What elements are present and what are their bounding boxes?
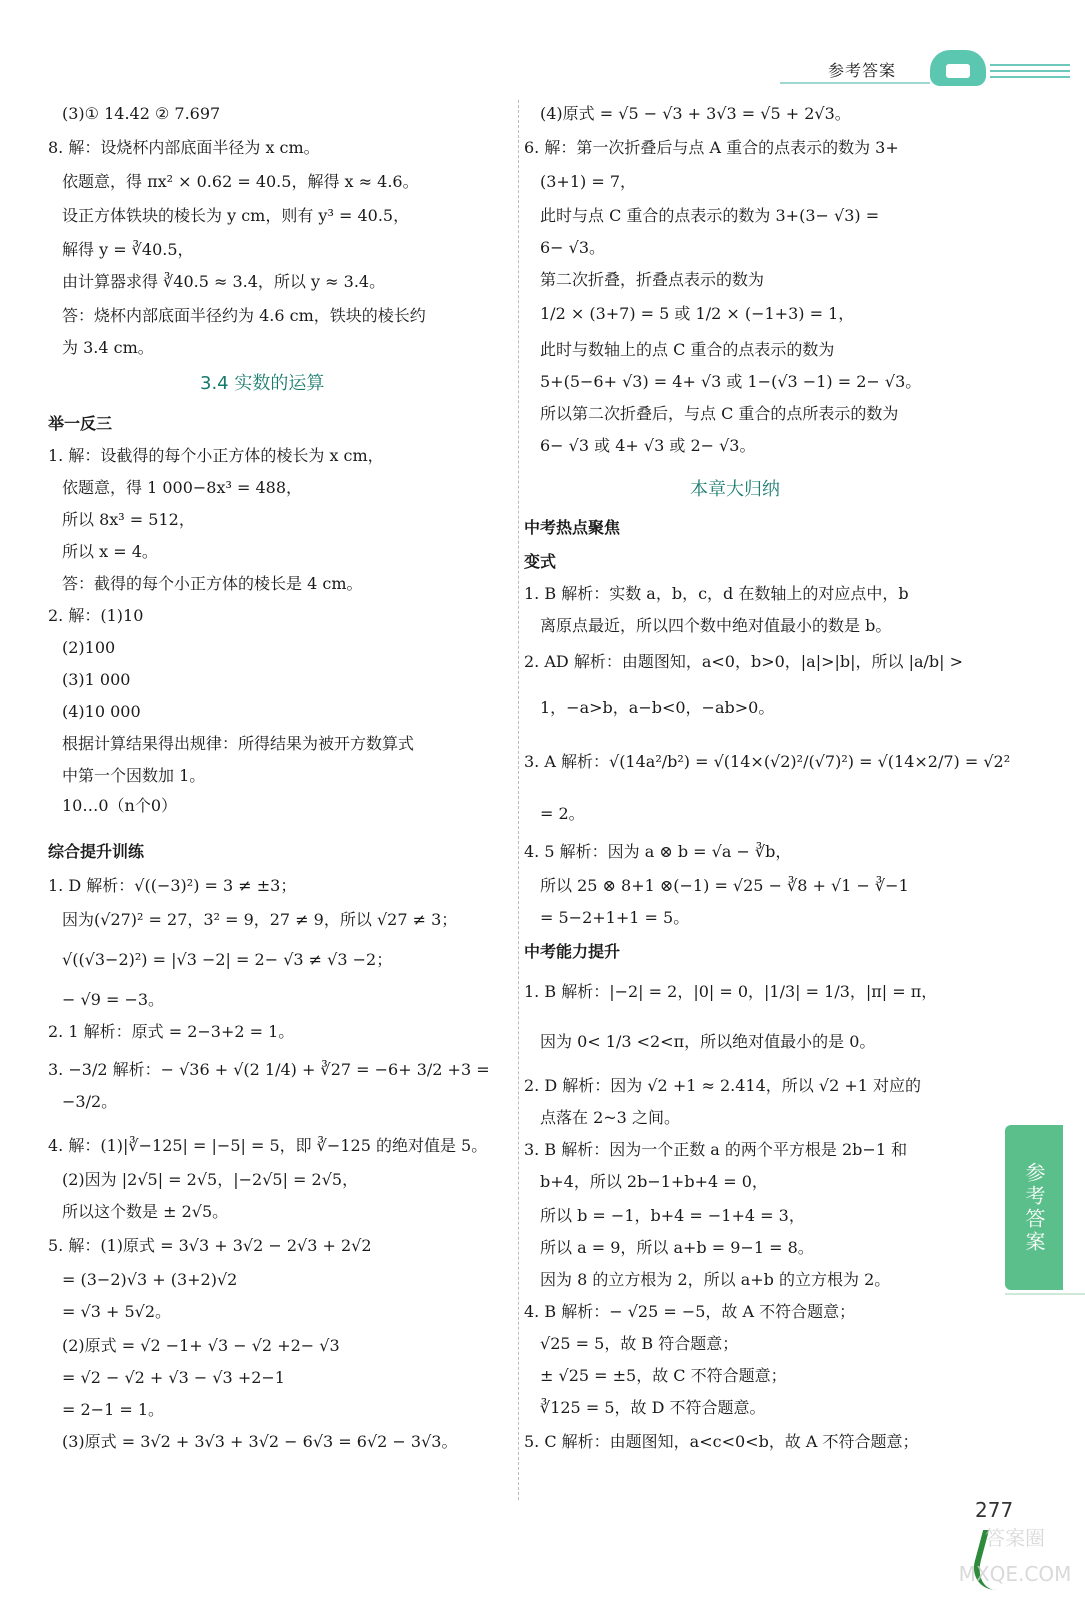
answer-line: 依题意，得 1 000−8x³ = 488， xyxy=(62,478,303,497)
header-stripes xyxy=(990,64,1070,82)
answer-line: = 2。 xyxy=(540,804,585,823)
answer-line: 2. AD 解析：由题图知，a<0，b>0，|a|>|b|，所以 |a/b| > xyxy=(524,652,964,671)
subsection-heading: 综合提升训练 xyxy=(48,842,145,861)
answer-line: 中第一个因数加 1。 xyxy=(62,766,206,785)
section-heading: 3.4 实数的运算 xyxy=(200,373,325,394)
answer-line: 1/2 × (3+7) = 5 或 1/2 × (−1+3) = 1， xyxy=(540,304,855,323)
page-number: 277 xyxy=(975,1498,1014,1522)
answer-line: 为 3.4 cm。 xyxy=(62,338,154,357)
answer-line: (2)原式 = √2 −1+ √3 − √2 +2− √3 xyxy=(62,1336,340,1355)
answer-line: (3)① 14.42 ② 7.697 xyxy=(62,104,221,123)
answer-line: (3+1) = 7， xyxy=(540,172,637,191)
answer-line: 所以 25 ⊗ 8+1 ⊗(−1) = √25 − ∛8 + √1 − ∛−1 xyxy=(540,876,909,895)
answer-line: (3)原式 = 3√2 + 3√3 + 3√2 − 6√3 = 6√2 − 3√3。 xyxy=(62,1432,458,1451)
answer-line: 1. 解：设截得的每个小正方体的棱长为 x cm， xyxy=(48,446,384,465)
side-tab[interactable]: 参考答案 xyxy=(1005,1125,1063,1290)
book-mascot-icon xyxy=(930,50,986,86)
subsection-heading: 中考热点聚焦 xyxy=(524,518,621,537)
answer-line: 此时与点 C 重合的点表示的数为 3+(3− √3) = xyxy=(540,206,880,225)
answer-line: 4. B 解析：− √25 = −5，故 A 不符合题意； xyxy=(524,1302,856,1321)
answer-line: 所以第二次折叠后，与点 C 重合的点所表示的数为 xyxy=(540,404,899,423)
answer-line: 6− √3。 xyxy=(540,238,606,257)
answer-line: √((√3−2)²) = |√3 −2| = 2− √3 ≠ √3 −2； xyxy=(62,950,393,969)
answer-line: 因为(√27)² = 27，3² = 9，27 ≠ 9，所以 √27 ≠ 3； xyxy=(62,910,458,929)
answer-line: 所以 a = 9，所以 a+b = 9−1 = 8。 xyxy=(540,1238,814,1257)
answer-line: 10…0（n个0） xyxy=(62,796,178,815)
answer-line: −3/2。 xyxy=(62,1092,118,1111)
answer-line: 8. 解：设烧杯内部底面半径为 x cm。 xyxy=(48,138,320,157)
answer-line: 2. D 解析：因为 √2 +1 ≈ 2.414，所以 √2 +1 对应的 xyxy=(524,1076,922,1095)
answer-line: 4. 5 解析：因为 a ⊗ b = √a − ∛b， xyxy=(524,842,792,861)
watermark-line1: 答案圈 xyxy=(985,1526,1045,1550)
answer-line: 设正方体铁块的棱长为 y cm，则有 y³ = 40.5， xyxy=(62,206,410,225)
answer-line: 第二次折叠，折叠点表示的数为 xyxy=(540,270,765,289)
answer-line: (4)原式 = √5 − √3 + 3√3 = √5 + 2√3。 xyxy=(540,104,851,123)
answer-line: 答：烧杯内部底面半径约为 4.6 cm，铁块的棱长约 xyxy=(62,306,426,325)
answer-line: 点落在 2~3 之间。 xyxy=(540,1108,680,1127)
subsection-heading: 中考能力提升 xyxy=(524,942,621,961)
answer-line: 1. B 解析：|−2| = 2，|0| = 0，|1/3| = 1/3，|π| = π， xyxy=(524,982,938,1001)
subsection-heading: 变式 xyxy=(524,552,557,571)
answer-line: 此时与数轴上的点 C 重合的点表示的数为 xyxy=(540,340,835,359)
answer-line: 6− √3 或 4+ √3 或 2− √3。 xyxy=(540,436,756,455)
answer-line: 因为 0< 1/3 <2<π，所以绝对值最小的是 0。 xyxy=(540,1032,876,1051)
column-divider xyxy=(518,100,519,1500)
answer-line: 依题意，得 πx² × 0.62 = 40.5，解得 x ≈ 4.6。 xyxy=(62,172,419,191)
answer-line: 由计算器求得 ∛40.5 ≈ 3.4，所以 y ≈ 3.4。 xyxy=(62,272,386,291)
answer-line: 3. A 解析：√(14a²/b²) = √(14×(√2)²/(√7)²) = √(14×2/7) = √2² xyxy=(524,752,1011,771)
answer-line: 1. B 解析：实数 a，b，c，d 在数轴上的对应点中，b xyxy=(524,584,909,603)
answer-line: √25 = 5，故 B 符合题意； xyxy=(540,1334,739,1353)
answer-line: b+4，所以 2b−1+b+4 = 0， xyxy=(540,1172,768,1191)
answer-line: 因为 8 的立方根为 2，所以 a+b 的立方根为 2。 xyxy=(540,1270,891,1289)
answer-line: 3. −3/2 解析：− √36 + √(2 1/4) + ∛27 = −6+ 3/2 +3 = xyxy=(48,1060,490,1079)
answer-line: 5. 解：(1)原式 = 3√3 + 3√2 − 2√3 + 2√2 xyxy=(48,1236,372,1255)
answer-line: 4. 解：(1)|∛−125| = |−5| = 5，即 ∛−125 的绝对值是 5。 xyxy=(48,1136,488,1155)
answer-line: 5. C 解析：由题图知，a<c<0<b，故 A 不符合题意； xyxy=(524,1432,919,1451)
answer-line: 所以这个数是 ± 2√5。 xyxy=(62,1202,229,1221)
answer-line: = 2−1 = 1。 xyxy=(62,1400,165,1419)
answer-line: 所以 8x³ = 512， xyxy=(62,510,195,529)
answer-line: 所以 x = 4。 xyxy=(62,542,158,561)
answer-line: (2)因为 |2√5| = 2√5，|−2√5| = 2√5， xyxy=(62,1170,359,1189)
answer-line: 离原点最近，所以四个数中绝对值最小的数是 b。 xyxy=(540,616,892,635)
answer-line: = √2 − √2 + √3 − √3 +2−1 xyxy=(62,1368,285,1387)
answer-line: ± √25 = ±5，故 C 不符合题意； xyxy=(540,1366,787,1385)
subsection-heading: 举一反三 xyxy=(48,414,113,433)
page-header xyxy=(780,52,1070,92)
answer-line: 所以 b = −1，b+4 = −1+4 = 3， xyxy=(540,1206,805,1225)
answer-line: = (3−2)√3 + (3+2)√2 xyxy=(62,1270,238,1289)
answer-line: = √3 + 5√2。 xyxy=(62,1302,172,1321)
answer-line: 根据计算结果得出规律：所得结果为被开方数算式 xyxy=(62,734,415,753)
answer-line: − √9 = −3。 xyxy=(62,990,165,1009)
answer-line: (3)1 000 xyxy=(62,670,131,689)
watermark-line2: MXQE.COM xyxy=(958,1562,1072,1586)
header-rule xyxy=(780,82,930,84)
answer-line: ∛125 = 5，故 D 不符合题意。 xyxy=(540,1398,766,1417)
answer-line: 6. 解：第一次折叠后与点 A 重合的点表示的数为 3+ xyxy=(524,138,899,157)
watermark xyxy=(945,1520,1085,1600)
answer-line: 1. D 解析：√((−3)²) = 3 ≠ ±3； xyxy=(48,876,297,895)
answer-line: = 5−2+1+1 = 5。 xyxy=(540,908,690,927)
answer-line: 3. B 解析：因为一个正数 a 的两个平方根是 2b−1 和 xyxy=(524,1140,908,1159)
side-tab-rule xyxy=(1005,1293,1085,1295)
answer-line: 1，−a>b，a−b<0，−ab>0。 xyxy=(540,698,775,717)
header-title: 参考答案 xyxy=(828,61,897,80)
answer-line: 2. 解：(1)10 xyxy=(48,606,144,625)
answer-line: 5+(5−6+ √3) = 4+ √3 或 1−(√3 −1) = 2− √3。 xyxy=(540,372,922,391)
answer-line: (2)100 xyxy=(62,638,116,657)
answer-line: 2. 1 解析：原式 = 2−3+2 = 1。 xyxy=(48,1022,295,1041)
answer-line: 解得 y = ∛40.5， xyxy=(62,240,194,259)
answer-line: 答：截得的每个小正方体的棱长是 4 cm。 xyxy=(62,574,363,593)
answer-line: (4)10 000 xyxy=(62,702,141,721)
section-heading: 本章大归纳 xyxy=(690,479,780,500)
